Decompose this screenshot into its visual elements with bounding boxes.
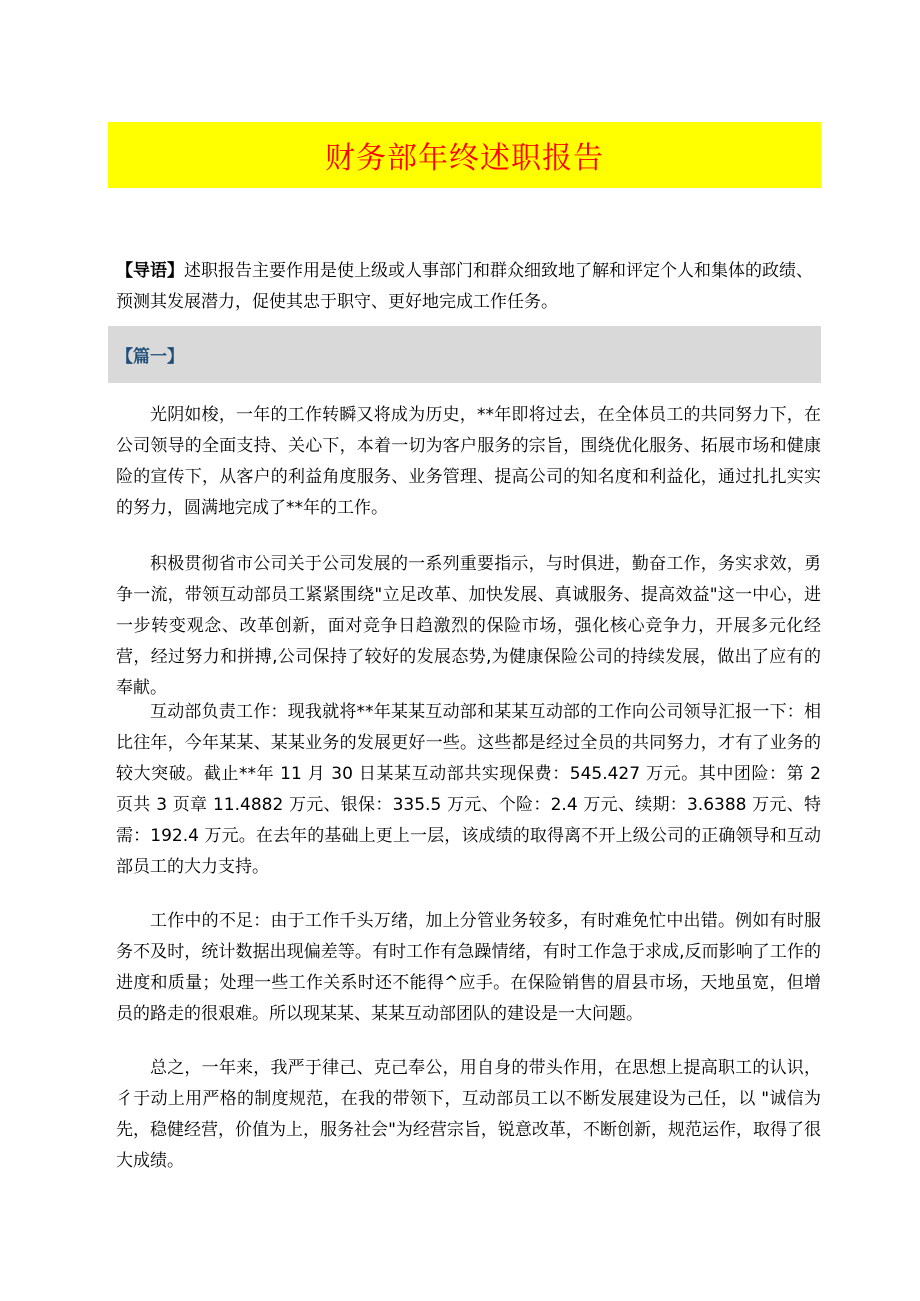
body-paragraph-4: 工作中的不足：由于工作千头万绪，加上分管业务较多，有时难免忙中出错。例如有时服务不及时，统计数据出现偏差等。有时工作有急躁情绪，有时工作急于求成,反而影响了工作的进度和质量；处理一些工作关系时还不能得^应手。在保险销售的眉县市场，天地虽宽，但增员的路走的很艰难。所以现某某、某某互动部团队的建设是一大问题。 xyxy=(116,911,821,1024)
section-header-bar xyxy=(108,326,821,383)
body-paragraph-2: 积极贯彻省市公司关于公司发展的一系列重要指示，与时俱进，勤奋工作，务实求效，勇争一流，带领互动部员工紧紧围绕"立足改革、加快发展、真诚服务、提高效益"这一中心，进一步转变观念、改革创新，面对竞争日趋激烈的保险市场，强化核心竞争力，开展多元化经营，经过努力和拼搏,公司保持了较好的发展态势,为健康保险公司的持续发展，做出了应有的奉献。 xyxy=(116,554,821,698)
intro-text: 述职报告主要作用是使上级或人事部门和群众细致地了解和评定个人和集体的政绩、预测其发展潜力，促使其忠于职守、更好地完成工作任务。 xyxy=(116,261,813,312)
title-banner xyxy=(108,122,821,188)
body-paragraph-5: 总之，一年来，我严于律己、克己奉公，用自身的带头作用，在思想上提高职工的认识，彳于动上用严格的制度规范，在我的带领下，互动部员工以不断发展建设为己任，以 "诚信为先，稳健经营，价值为上，服务社会"为经营宗旨，锐意改革，不断创新，规范运作，取得了很大成绩。 xyxy=(116,1058,821,1171)
document-title: 财务部年终述职报告 xyxy=(325,141,604,176)
body-paragraph-1: 光阴如梭，一年的工作转瞬又将成为历史，**年即将过去，在全体员工的共同努力下，在公司领导的全面支持、关心下，本着一切为客户服务的宗旨，围绕优化服务、拓展市场和健康险的宣传下，从客户的利益角度服务、业务管理、提高公司的知名度和利益化，通过扎扎实实的努力，圆满地完成了**年的工作。 xyxy=(116,405,821,518)
intro-paragraph xyxy=(116,256,821,318)
body-paragraph-3: 互动部负责工作：现我就将**年某某互动部和某某互动部的工作向公司领导汇报一下：相比往年，今年某某、某某业务的发展更好一些。这些都是经过全员的共同努力，才有了业务的较大突破。截止**年 11 月 30 日某某互动部共实现保费：545.427 万元。其中团险：第 2 页共 3 页章 11.4882 万元、银保：335.5 万元、个险：2.4 万元、续期：3.6388 万元、特需：192.4 万元。在去年的基础上更上一层，该成绩的取得离不开上级公司的正确领导和互动部员工的大力支持。 xyxy=(116,702,821,877)
intro-tag: 【导语】 xyxy=(116,261,184,281)
section-label: 【篇一】 xyxy=(116,347,184,367)
